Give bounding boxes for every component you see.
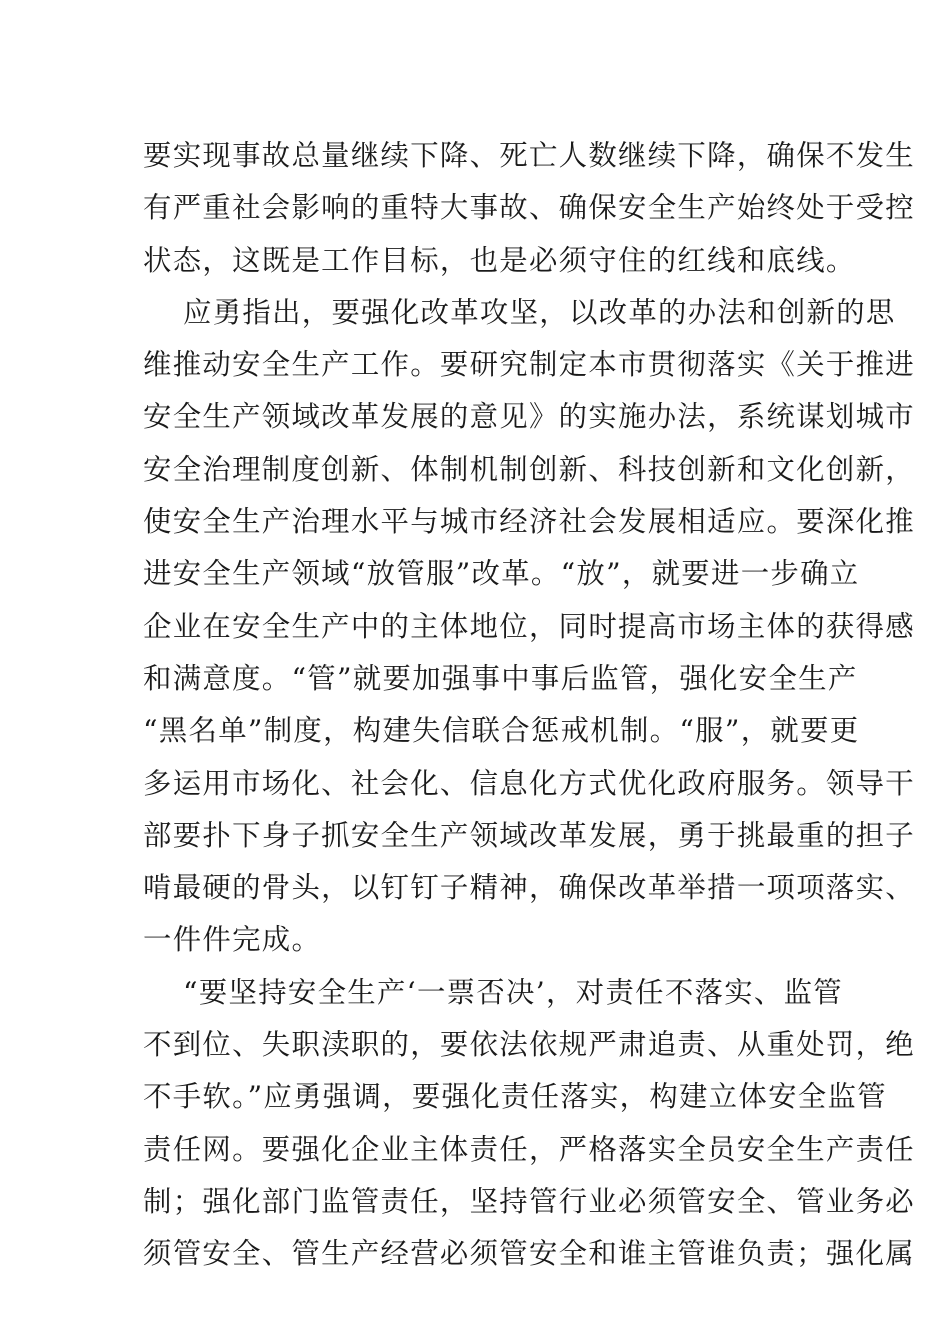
text-line: 要实现事故总量继续下降、死亡人数继续下降，确保不发生 [143, 139, 915, 172]
text-line: 进安全生产领域“放管服”改革。“放”，就要进一步确立 [143, 557, 860, 591]
text-line: 多运用市场化、社会化、信息化方式优化政府服务。领导干 [143, 766, 915, 800]
text-line: 一件件完成。 [143, 923, 322, 957]
text-line: 使安全生产治理水平与城市经济社会发展相适应。要深化推 [143, 505, 915, 539]
text-line: “黑名单”制度，构建失信联合惩戒机制。“服”，就要更 [143, 714, 860, 748]
text-line: 不手软。”应勇强调，要强化责任落实，构建立体安全监管 [143, 1080, 887, 1114]
text-line: 制；强化部门监管责任，坚持管行业必须管安全、管业务必 [143, 1184, 915, 1218]
text-line: 部要扑下身子抓安全生产领域改革发展，勇于挑最重的担子 [143, 818, 915, 852]
text-line: 企业在安全生产中的主体地位，同时提高市场主体的获得感 [143, 609, 915, 643]
text-line: 责任网。要强化企业主体责任，严格落实全员安全生产责任 [143, 1132, 915, 1166]
paragraph-start-line: 应勇指出，要强化改革攻坚，以改革的办法和创新的思 [183, 295, 896, 329]
text-line: 状态，这既是工作目标，也是必须守住的红线和底线。 [143, 243, 856, 277]
text-line: 啃最硬的骨头，以钉钉子精神，确保改革举措一项项落实、 [143, 871, 915, 905]
text-line: 不到位、失职渎职的，要依法依规严肃追责、从重处罚，绝 [143, 1028, 915, 1062]
text-line: 有严重社会影响的重特大事故、确保安全生产始终处于受控 [143, 191, 915, 225]
text-line: 安全生产领域改革发展的意见》的实施办法，系统谋划城市 [143, 400, 915, 434]
body-text [143, 130, 915, 1281]
text-line: 安全治理制度创新、体制机制创新、科技创新和文化创新， [143, 452, 915, 486]
text-line: 维推动安全生产工作。要研究制定本市贯彻落实《关于推进 [143, 348, 915, 382]
text-line: 须管安全、管生产经营必须管安全和谁主管谁负责；强化属 [143, 1237, 915, 1271]
paragraph-start-line: “要坚持安全生产‘一票否决’，对责任不落实、监管 [183, 975, 843, 1009]
text-line: 和满意度。“管”就要加强事中事后监管，强化安全生产 [143, 661, 858, 695]
